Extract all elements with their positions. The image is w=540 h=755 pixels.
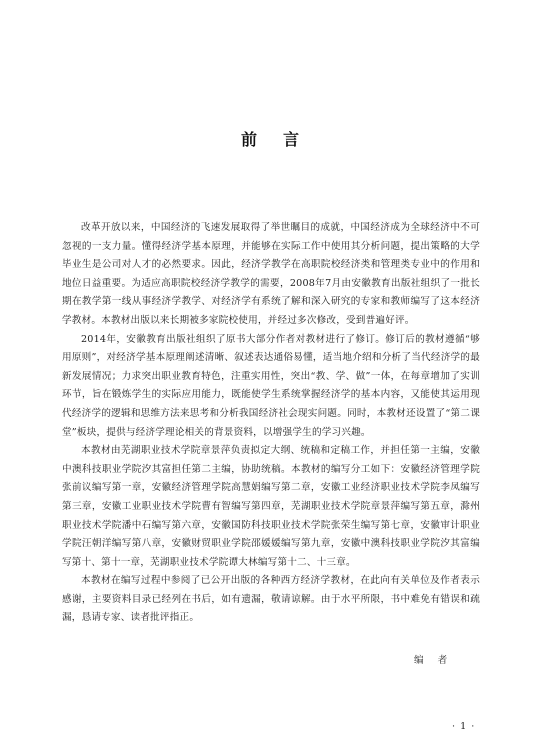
page-title: 前言 <box>240 130 325 149</box>
author-signature: 编者 <box>414 655 462 666</box>
paragraph-4: 本教材在编写过程中参阅了已公开出版的各种西方经济学教材，在此向有关单位及作者表示感谢，主要资料目录已经列在书后，如有遗漏，敬请谅解。由于水平所限，书中难免有错误和疏漏，恳请专家、读者批评指正。 <box>62 575 480 624</box>
paragraph-3: 本教材由芜湖职业技术学院章景萍负责拟定大纲、统稿和定稿工作，并担任第一主编，安徽中澳科技职业学院汐其富担任第二主编，协助统稿。本教材的编写分工如下：安徽经济管理学院张前议编写第一章，安徽经济管理学院高慧娟编写第二章，安徽工业经济职业技术学院李凤编写第三章，安徽工业职业技术学院曹有智编写第四章，芜湖职业技术学院章景萍编写第五章，滁州职业技术学院潘中石编写第六章，安徽国防科技职业技术学院张荣生编写第七章，安徽审计职业学院汪朝洋编写第八章，安徽财贸职业学院邵媛媛编写第九章，安徽中澳科技职业学院汐其富编写第十、第十一章，芜湖职业技术学院谭大林编写第十二、十三章。 <box>62 445 480 568</box>
preface-body <box>62 219 480 628</box>
paragraph-2: 2014年，安徽教育出版社组织了原书大部分作者对教材进行了修订。修订后的教材遵循“够用原则”，对经济学基本原理阐述清晰、叙述表达通俗易懂，适当地介绍和分析了当代经济学的最新发展情况；力求突出职业教育特色，注重实用性，突出“教、学、做”一体，在每章增加了实训环节，旨在锻炼学生的实际应用能力，既能使学生系统掌握经济学的基本内容，又能使其运用现代经济学的逻辑和思维方法来思考和分析我国经济社会现实问题。同时，本教材还设置了“第二课堂”板块，提供与经济学理论相关的背景资料，以增强学生的学习兴趣。 <box>62 333 480 438</box>
page-number: · 1 · <box>452 721 476 732</box>
paragraph-1: 改革开放以来，中国经济的飞速发展取得了举世瞩目的成就，中国经济成为全球经济中不可忽视的一支力量。懂得经济学基本原理，并能够在实际工作中使用其分析问题，提出策略的大学毕业生是公司对人才的必然要求。因此，经济学教学在高职院校经济类和管理类专业中的作用和地位日益重要。为适应高职院校经济学教学的需要，2008年7月由安徽教育出版社组织了一批长期在教学第一线从事经济学教学、对经济学有系统了解和深入研究的专家和教师编写了这本经济学教材。本教材出版以来长期被多家院校使用，并经过多次修改，受到普遍好评。 <box>62 222 480 326</box>
